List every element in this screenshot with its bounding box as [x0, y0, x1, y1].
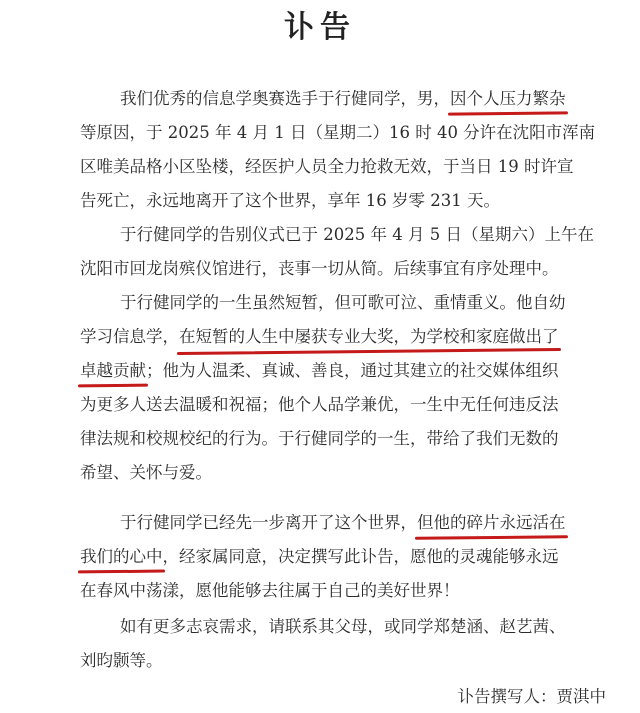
text-line: 等原因，于 2025 年 4 月 1 日（星期二）16 时 40 分许在沈阳市浑南	[80, 123, 596, 142]
text-line: 律法规和校规校纪的行为。于行健同学的一生，带给了我们无数的	[80, 429, 559, 448]
text-line: 为更多人送去温暖和祝福；他个人品学兼优，一生中无任何违反法	[80, 395, 559, 414]
text-line: 告死亡，永远地离开了这个世界，享年 16 岁零 231 天。	[80, 191, 500, 210]
line-segment: ，经家属同意，决定撰写此讣告，愿他的灵魂能够永远	[162, 547, 559, 566]
text-line: 沈阳市回龙岗殡仪馆进行，丧事一切从简。后续事宜有序处理中。	[80, 259, 559, 278]
text-line: 区唯美品格小区坠楼，经医护人员全力抢救无效，于当日 19 时许宣	[80, 157, 574, 176]
text-line	[80, 544, 559, 570]
line-segment: 我们优秀的信息学奥赛选手于行健同学，男，	[120, 89, 450, 108]
text-line: 于行健同学的一生虽然短暂，但可歌可泣、重情重义。他自幼	[120, 293, 566, 312]
line-segment: 学习信息学，	[80, 327, 179, 346]
author-signature: 讣告撰写人：贾淇中	[457, 687, 606, 706]
underlined-text: 卓越贡献	[80, 358, 146, 384]
line-segment: ；他为人温柔、真诚、善良，通过其建立的社交媒体组织	[146, 361, 559, 380]
text-line: 在春风中荡漾，愿他能够去往属于自己的美好世界！	[80, 581, 460, 600]
underlined-text: 因个人压力繁杂	[450, 86, 566, 112]
line-segment: 于行健同学已经先一步离开了这个世界，	[120, 513, 417, 532]
underlined-text: 在短暂的人生中屡获专业大奖，为学校和家庭做出了	[179, 324, 559, 350]
text-line	[120, 510, 566, 536]
underlined-text: 我们的心中	[80, 544, 163, 570]
text-line: 刘昀颢等。	[80, 651, 163, 670]
text-line: 于行健同学的告别仪式已于 2025 年 4 月 5 日（星期六）上午在	[120, 225, 594, 244]
text-line	[80, 358, 559, 384]
text-line	[80, 324, 559, 350]
text-line	[120, 86, 566, 112]
page-title: 讣告	[284, 10, 356, 45]
text-line: 如有更多志哀需求，请联系其父母，或同学郑楚涵、赵艺茜、	[120, 617, 566, 636]
text-line: 希望、关怀与爱。	[80, 463, 212, 482]
underlined-text: 但他的碎片永远活在	[417, 510, 566, 536]
